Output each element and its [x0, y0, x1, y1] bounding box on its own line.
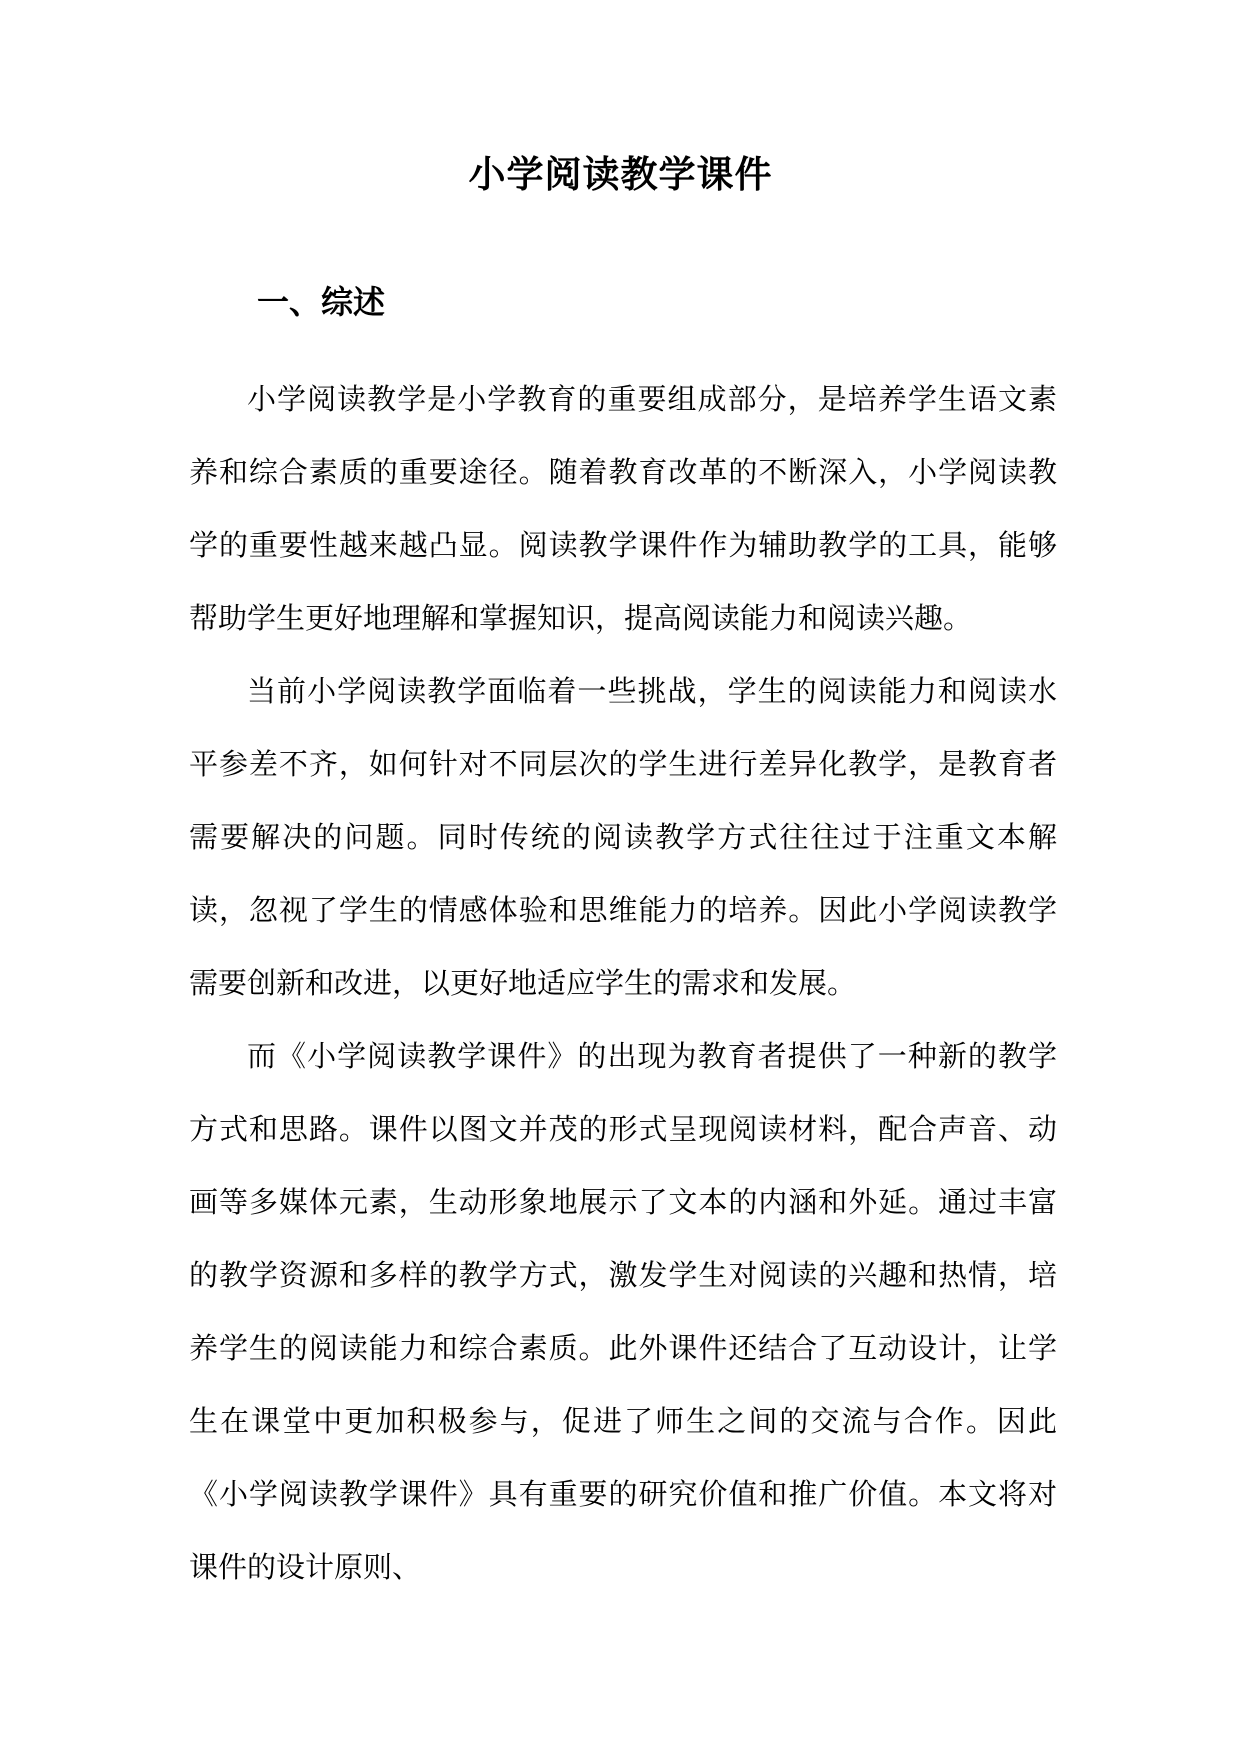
body-paragraph: 当前小学阅读教学面临着一些挑战，学生的阅读能力和阅读水平参差不齐，如何针对不同层次的学生进行差异化教学，是教育者需要解决的问题。同时传统的阅读教学方式往往过于注重文本解读，忽视了学生的情感体验和思维能力的培养。因此小学阅读教学需要创新和改进，以更好地适应学生的需求和发展。 [189, 674, 1057, 1000]
body-paragraph: 而《小学阅读教学课件》的出现为教育者提供了一种新的教学方式和思路。课件以图文并茂的形式呈现阅读材料，配合声音、动画等多媒体元素，生动形象地展示了文本的内涵和外延。通过丰富的教学资源和多样的教学方式，激发学生对阅读的兴趣和热情，培养学生的阅读能力和综合素质。此外课件还结合了互动设计，让学生在课堂中更加积极参与，促进了师生之间的交流与合作。因此《小学阅读教学课件》具有重要的研究价值和推广价值。本文将对课件的设计原则、 [189, 1039, 1057, 1584]
document-title: 小学阅读教学课件 [468, 153, 773, 196]
section-heading-overview: 一、综述 [257, 283, 386, 321]
body-paragraph: 小学阅读教学是小学教育的重要组成部分，是培养学生语文素养和综合素质的重要途径。随着教育改革的不断深入，小学阅读教学的重要性越来越凸显。阅读教学课件作为辅助教学的工具，能够帮助学生更好地理解和掌握知识，提高阅读能力和阅读兴趣。 [189, 382, 1057, 635]
section-body [189, 363, 1057, 1604]
